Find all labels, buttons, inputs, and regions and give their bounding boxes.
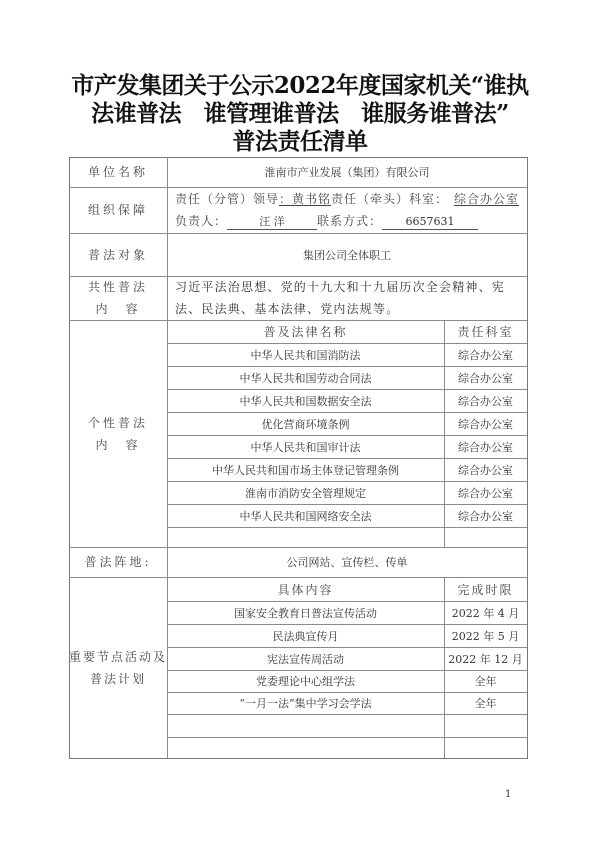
audience-label: 普法对象	[87, 247, 148, 262]
law-dept: 综合办公室	[458, 348, 513, 362]
law-dept: 综合办公室	[458, 417, 513, 431]
specific-content-label-line-1: 个性普法	[87, 415, 148, 430]
dept-label: 责任（牵头）科室：	[331, 192, 449, 206]
common-content-label-line-2: 内 容	[95, 302, 141, 316]
document-title-line-3: 普法责任清单	[232, 128, 368, 155]
law-name: 中华人民共和国消防法	[250, 348, 361, 362]
venue-value: 公司网站、宣传栏、传单	[286, 556, 408, 569]
contact-label: 联系方式：	[317, 214, 383, 228]
law-dept: 综合办公室	[458, 440, 513, 454]
law-name: 中华人民共和国审计法	[250, 440, 361, 454]
law-name: 中华人民共和国市场主体登记管理条例	[212, 463, 399, 477]
plan-label-line-1: 重要节点活动及	[69, 649, 168, 664]
organization-details	[167, 187, 527, 233]
law-name: 中华人民共和国劳动合同法	[239, 371, 372, 385]
law-dept	[444, 527, 527, 547]
specific-content-label	[69, 320, 167, 547]
law-name-header: 普及法律名称	[263, 325, 348, 339]
law-dept: 综合办公室	[458, 463, 513, 477]
plan-content: 国家安全教育日普法宣传活动	[234, 606, 377, 620]
law-dept: 综合办公室	[458, 486, 513, 500]
table-border-bottom	[69, 758, 527, 759]
organization-line-1	[175, 188, 519, 210]
page-number: 1	[505, 789, 512, 800]
plan-content-header: 具体内容	[277, 582, 334, 597]
law-name	[167, 527, 444, 547]
law-dept-header: 责任科室	[457, 325, 514, 339]
venue-label: 普法阵地:	[84, 555, 152, 569]
person-value: 汪 洋	[227, 215, 317, 230]
person-label: 负责人：	[175, 214, 228, 228]
plan-content: 宪法宣传周活动	[267, 652, 344, 666]
unit-name-value: 淮南市产业发展（集团）有限公司	[264, 166, 430, 179]
organization-label: 组织保障	[87, 203, 148, 217]
plan-content	[167, 737, 444, 758]
plan-deadline	[444, 737, 527, 758]
document-title-line-2: 法谁普法 谁管理谁普法 谁服务谁普法”	[91, 100, 509, 127]
plan-deadline: 2022 年 5 月	[451, 629, 520, 643]
plan-deadline: 全年	[474, 675, 497, 688]
common-content-label-line-1: 共性普法	[87, 280, 148, 294]
law-name: 淮南市消防安全管理规定	[245, 486, 366, 500]
dept-value: 综合办公室	[454, 192, 520, 206]
law-name: 中华人民共和国网络安全法	[239, 509, 372, 523]
plan-label	[69, 577, 167, 758]
law-name: 中华人民共和国数据安全法	[239, 394, 372, 408]
law-name: 优化营商环境条例	[261, 417, 350, 431]
plan-deadline: 2022 年 4 月	[451, 606, 520, 620]
document-title-line-1: 市产发集团关于公示2022年度国家机关“谁执	[71, 72, 529, 99]
organization-line-2	[175, 210, 478, 232]
common-content-label	[69, 276, 167, 320]
plan-content: “一月一法”集中学习会学法	[239, 697, 372, 710]
table-border-right	[527, 157, 528, 759]
plan-deadline	[444, 714, 527, 737]
law-dept: 综合办公室	[458, 509, 513, 523]
plan-deadline: 全年	[474, 697, 497, 710]
specific-content-label-line-2: 内 容	[95, 437, 141, 452]
plan-content: 民法典宣传月	[272, 629, 339, 643]
plan-deadline-header: 完成时限	[457, 582, 514, 597]
plan-content: 党委理论中心组学法	[256, 675, 355, 688]
plan-label-line-2: 普法计划	[89, 671, 146, 686]
plan-content	[167, 714, 444, 737]
responsibility-table	[69, 157, 527, 758]
leader-label: 责任（分管）领导	[175, 192, 280, 206]
unit-name-label: 单位名称	[87, 165, 148, 179]
law-dept: 综合办公室	[458, 394, 513, 408]
contact-value: 6657631	[382, 215, 478, 230]
leader-value: ：黄书铭	[279, 192, 332, 206]
audience-value: 集团公司全体职工	[303, 248, 391, 262]
law-dept: 综合办公室	[458, 371, 513, 385]
plan-deadline: 2022 年 12 月	[448, 652, 523, 666]
common-content-value: 习近平法治思想、党的十九大和十九届历次全会精神、宪法、民法典、基本法律、党内法规等。	[175, 280, 506, 316]
